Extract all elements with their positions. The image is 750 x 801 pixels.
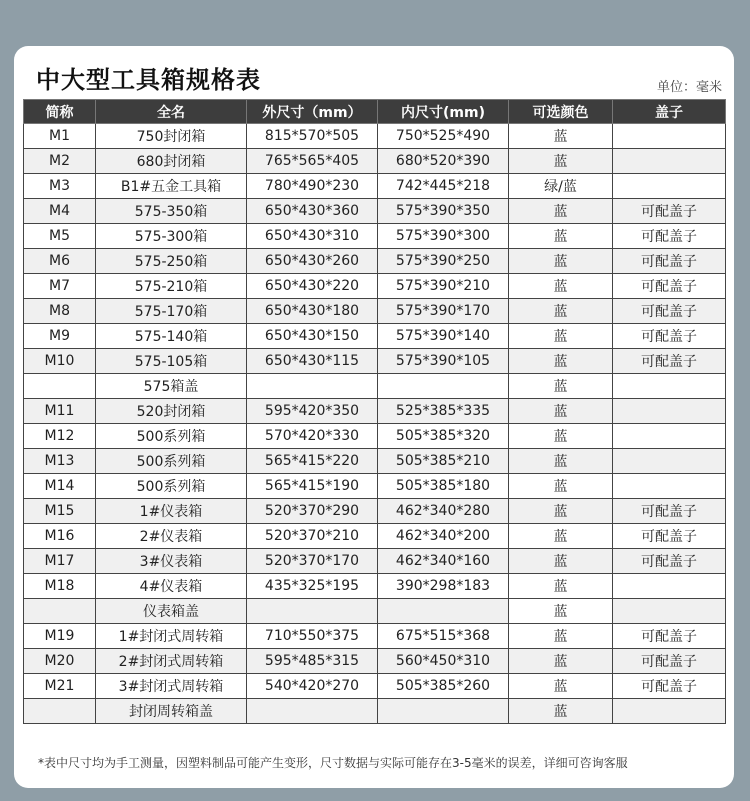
inner-size-cell: 575*390*210: [378, 274, 509, 299]
lid-cell: 可配盖子: [613, 624, 726, 649]
outer-size-cell: 520*370*210: [247, 524, 378, 549]
name-cell: 520封闭箱: [96, 399, 247, 424]
header-inner-size: 内尺寸(mm): [378, 100, 509, 124]
code-cell: M11: [24, 399, 96, 424]
outer-size-cell: 650*430*150: [247, 324, 378, 349]
color-cell: 蓝: [509, 649, 613, 674]
color-cell: 蓝: [509, 624, 613, 649]
name-cell: 680封闭箱: [96, 149, 247, 174]
outer-size-cell: 520*370*170: [247, 549, 378, 574]
code-cell: M7: [24, 274, 96, 299]
lid-cell: [613, 599, 726, 624]
inner-size-cell: 742*445*218: [378, 174, 509, 199]
inner-size-cell: [378, 599, 509, 624]
outer-size-cell: 815*570*505: [247, 124, 378, 149]
code-cell: M17: [24, 549, 96, 574]
lid-cell: 可配盖子: [613, 649, 726, 674]
code-cell: M15: [24, 499, 96, 524]
table-row: [24, 599, 726, 624]
color-cell: 蓝: [509, 549, 613, 574]
color-cell: 蓝: [509, 599, 613, 624]
name-cell: 500系列箱: [96, 474, 247, 499]
inner-size-cell: [378, 374, 509, 399]
lid-cell: [613, 424, 726, 449]
table-body: [24, 124, 726, 724]
table-row: [24, 624, 726, 649]
table-row: [24, 149, 726, 174]
outer-size-cell: 570*420*330: [247, 424, 378, 449]
table-row: [24, 574, 726, 599]
lid-cell: 可配盖子: [613, 274, 726, 299]
lid-cell: [613, 449, 726, 474]
name-cell: 仪表箱盖: [96, 599, 247, 624]
color-cell: 蓝: [509, 124, 613, 149]
name-cell: 575-170箱: [96, 299, 247, 324]
header-lid: 盖子: [613, 100, 726, 124]
color-cell: 蓝: [509, 399, 613, 424]
lid-cell: [613, 374, 726, 399]
inner-size-cell: 505*385*180: [378, 474, 509, 499]
table-header-row: [24, 100, 726, 124]
lid-cell: [613, 699, 726, 724]
table-row: [24, 499, 726, 524]
name-cell: B1#五金工具箱: [96, 174, 247, 199]
header-code: 简称: [24, 100, 96, 124]
outer-size-cell: [247, 374, 378, 399]
color-cell: 蓝: [509, 324, 613, 349]
name-cell: 1#仪表箱: [96, 499, 247, 524]
code-cell: M3: [24, 174, 96, 199]
code-cell: M19: [24, 624, 96, 649]
lid-cell: [613, 399, 726, 424]
name-cell: 750封闭箱: [96, 124, 247, 149]
table-row: [24, 674, 726, 699]
color-cell: 蓝: [509, 349, 613, 374]
inner-size-cell: 462*340*160: [378, 549, 509, 574]
spec-card: [14, 46, 734, 788]
table-row: [24, 524, 726, 549]
color-cell: 蓝: [509, 674, 613, 699]
outer-size-cell: 650*430*360: [247, 199, 378, 224]
table-row: [24, 224, 726, 249]
lid-cell: [613, 149, 726, 174]
table-row: [24, 699, 726, 724]
name-cell: 575-210箱: [96, 274, 247, 299]
inner-size-cell: 505*385*210: [378, 449, 509, 474]
outer-size-cell: 520*370*290: [247, 499, 378, 524]
name-cell: 575-350箱: [96, 199, 247, 224]
code-cell: [24, 599, 96, 624]
inner-size-cell: 505*385*320: [378, 424, 509, 449]
table-row: [24, 349, 726, 374]
lid-cell: [613, 474, 726, 499]
color-cell: 蓝: [509, 424, 613, 449]
code-cell: M20: [24, 649, 96, 674]
code-cell: M18: [24, 574, 96, 599]
code-cell: M4: [24, 199, 96, 224]
lid-cell: 可配盖子: [613, 199, 726, 224]
table-row: [24, 449, 726, 474]
code-cell: M16: [24, 524, 96, 549]
lid-cell: 可配盖子: [613, 224, 726, 249]
code-cell: M12: [24, 424, 96, 449]
inner-size-cell: 575*390*105: [378, 349, 509, 374]
spec-table: [23, 99, 726, 724]
table-row: [24, 199, 726, 224]
outer-size-cell: 540*420*270: [247, 674, 378, 699]
table-row: [24, 299, 726, 324]
inner-size-cell: 680*520*390: [378, 149, 509, 174]
name-cell: 封闭周转箱盖: [96, 699, 247, 724]
table-row: [24, 649, 726, 674]
color-cell: 蓝: [509, 374, 613, 399]
color-cell: 蓝: [509, 474, 613, 499]
table-row: [24, 124, 726, 149]
code-cell: [24, 699, 96, 724]
lid-cell: 可配盖子: [613, 674, 726, 699]
outer-size-cell: [247, 599, 378, 624]
code-cell: M21: [24, 674, 96, 699]
name-cell: 4#仪表箱: [96, 574, 247, 599]
inner-size-cell: 575*390*250: [378, 249, 509, 274]
name-cell: 575-300箱: [96, 224, 247, 249]
code-cell: M8: [24, 299, 96, 324]
code-cell: M9: [24, 324, 96, 349]
color-cell: 蓝: [509, 499, 613, 524]
color-cell: 蓝: [509, 699, 613, 724]
inner-size-cell: 462*340*280: [378, 499, 509, 524]
lid-cell: 可配盖子: [613, 249, 726, 274]
outer-size-cell: [247, 699, 378, 724]
outer-size-cell: 435*325*195: [247, 574, 378, 599]
code-cell: M13: [24, 449, 96, 474]
name-cell: 575-250箱: [96, 249, 247, 274]
table-row: [24, 399, 726, 424]
table-row: [24, 249, 726, 274]
code-cell: M5: [24, 224, 96, 249]
inner-size-cell: 390*298*183: [378, 574, 509, 599]
color-cell: 蓝: [509, 449, 613, 474]
code-cell: M2: [24, 149, 96, 174]
name-cell: 3#仪表箱: [96, 549, 247, 574]
inner-size-cell: 575*390*140: [378, 324, 509, 349]
footnote: *表中尺寸均为手工测量，因塑料制品可能产生变形，尺寸数据与实际可能存在3-5毫米的误差，详细可咨询客服: [38, 756, 628, 770]
inner-size-cell: 750*525*490: [378, 124, 509, 149]
name-cell: 500系列箱: [96, 424, 247, 449]
lid-cell: 可配盖子: [613, 324, 726, 349]
inner-size-cell: [378, 699, 509, 724]
lid-cell: 可配盖子: [613, 524, 726, 549]
outer-size-cell: 765*565*405: [247, 149, 378, 174]
lid-cell: [613, 574, 726, 599]
header-color: 可选颜色: [509, 100, 613, 124]
outer-size-cell: 780*490*230: [247, 174, 378, 199]
inner-size-cell: 505*385*260: [378, 674, 509, 699]
outer-size-cell: 595*485*315: [247, 649, 378, 674]
name-cell: 2#仪表箱: [96, 524, 247, 549]
name-cell: 2#封闭式周转箱: [96, 649, 247, 674]
code-cell: [24, 374, 96, 399]
header-outer-size: 外尺寸（mm）: [247, 100, 378, 124]
color-cell: 蓝: [509, 274, 613, 299]
table-row: [24, 424, 726, 449]
color-cell: 蓝: [509, 299, 613, 324]
inner-size-cell: 575*390*300: [378, 224, 509, 249]
page-title: 中大型工具箱规格表: [36, 66, 261, 94]
outer-size-cell: 565*415*190: [247, 474, 378, 499]
lid-cell: 可配盖子: [613, 499, 726, 524]
outer-size-cell: 650*430*310: [247, 224, 378, 249]
table-row: [24, 374, 726, 399]
name-cell: 500系列箱: [96, 449, 247, 474]
inner-size-cell: 575*390*350: [378, 199, 509, 224]
name-cell: 1#封闭式周转箱: [96, 624, 247, 649]
lid-cell: 可配盖子: [613, 549, 726, 574]
code-cell: M6: [24, 249, 96, 274]
inner-size-cell: 560*450*310: [378, 649, 509, 674]
outer-size-cell: 710*550*375: [247, 624, 378, 649]
table-row: [24, 549, 726, 574]
table-row: [24, 474, 726, 499]
table-row: [24, 324, 726, 349]
lid-cell: [613, 174, 726, 199]
color-cell: 绿/蓝: [509, 174, 613, 199]
color-cell: 蓝: [509, 574, 613, 599]
name-cell: 575-105箱: [96, 349, 247, 374]
color-cell: 蓝: [509, 249, 613, 274]
lid-cell: 可配盖子: [613, 299, 726, 324]
color-cell: 蓝: [509, 149, 613, 174]
outer-size-cell: 595*420*350: [247, 399, 378, 424]
lid-cell: 可配盖子: [613, 349, 726, 374]
code-cell: M1: [24, 124, 96, 149]
header-name: 全名: [96, 100, 247, 124]
unit-label: 单位：毫米: [656, 80, 722, 95]
table-row: [24, 274, 726, 299]
inner-size-cell: 462*340*200: [378, 524, 509, 549]
inner-size-cell: 575*390*170: [378, 299, 509, 324]
table-row: [24, 174, 726, 199]
outer-size-cell: 565*415*220: [247, 449, 378, 474]
color-cell: 蓝: [509, 524, 613, 549]
inner-size-cell: 525*385*335: [378, 399, 509, 424]
code-cell: M14: [24, 474, 96, 499]
name-cell: 3#封闭式周转箱: [96, 674, 247, 699]
outer-size-cell: 650*430*180: [247, 299, 378, 324]
lid-cell: [613, 124, 726, 149]
color-cell: 蓝: [509, 224, 613, 249]
inner-size-cell: 675*515*368: [378, 624, 509, 649]
name-cell: 575-140箱: [96, 324, 247, 349]
outer-size-cell: 650*430*260: [247, 249, 378, 274]
outer-size-cell: 650*430*115: [247, 349, 378, 374]
outer-size-cell: 650*430*220: [247, 274, 378, 299]
code-cell: M10: [24, 349, 96, 374]
color-cell: 蓝: [509, 199, 613, 224]
name-cell: 575箱盖: [96, 374, 247, 399]
